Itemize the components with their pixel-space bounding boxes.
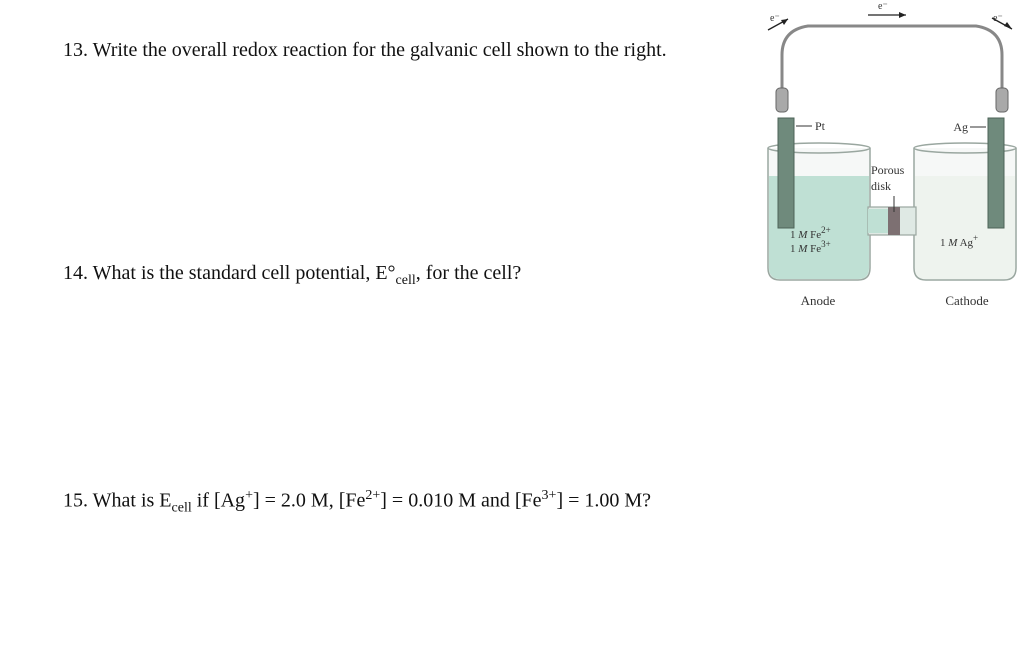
question-13-text: 13. Write the overall redox reaction for the galvanic cell shown to the right. <box>63 39 667 61</box>
anode-solution-fe3: 1 M $Fe^{3+}$ <box>790 239 831 255</box>
silver-electrode <box>988 118 1004 228</box>
cathode-clip <box>996 88 1008 112</box>
anode-label: Anode <box>800 293 836 308</box>
galvanic-cell-diagram <box>760 0 1024 330</box>
question-15-part: ] = 2.0 M, [Fe <box>252 489 366 512</box>
cathode-metal-label: Ag <box>953 120 968 134</box>
anode-metal-label: Pt <box>815 119 826 133</box>
porous-label-line1: Porous <box>871 163 905 177</box>
ion-charge: + <box>245 488 253 503</box>
question-15-part: ] = 1.00 M? <box>556 489 652 512</box>
cathode-solution-ag: 1 M Ag+ <box>940 233 979 249</box>
question-14-prefix: 14. What is the standard cell potential, E° <box>63 262 396 284</box>
anode-clip <box>776 88 788 112</box>
question-13 <box>63 36 723 64</box>
anode-solution-fe2: 1 M $Fe^{2+}$ <box>790 225 831 241</box>
question-14-suffix: , for the cell? <box>415 262 522 284</box>
platinum-electrode <box>778 118 794 228</box>
porous-label-line2: disk <box>871 179 892 193</box>
cell-subscript: cell <box>171 500 192 516</box>
external-wire <box>782 26 1002 92</box>
ion-charge: 2+ <box>365 488 381 503</box>
cathode-label: Cathode <box>945 293 989 308</box>
electron-label-right: e⁻ <box>993 13 1003 24</box>
question-14 <box>63 259 723 295</box>
question-15-part: 15. What is E <box>63 489 172 512</box>
cell-subscript: cell <box>395 273 416 288</box>
electron-label-left: e⁻ <box>770 13 780 24</box>
question-15-part: ] = 0.010 M and [Fe <box>380 489 542 512</box>
question-15 <box>63 482 763 523</box>
ion-charge: 3+ <box>541 488 557 503</box>
electron-label-top: e⁻ <box>878 1 888 12</box>
electron-arrow-top <box>868 12 906 18</box>
question-15-part: if [Ag <box>191 489 246 512</box>
